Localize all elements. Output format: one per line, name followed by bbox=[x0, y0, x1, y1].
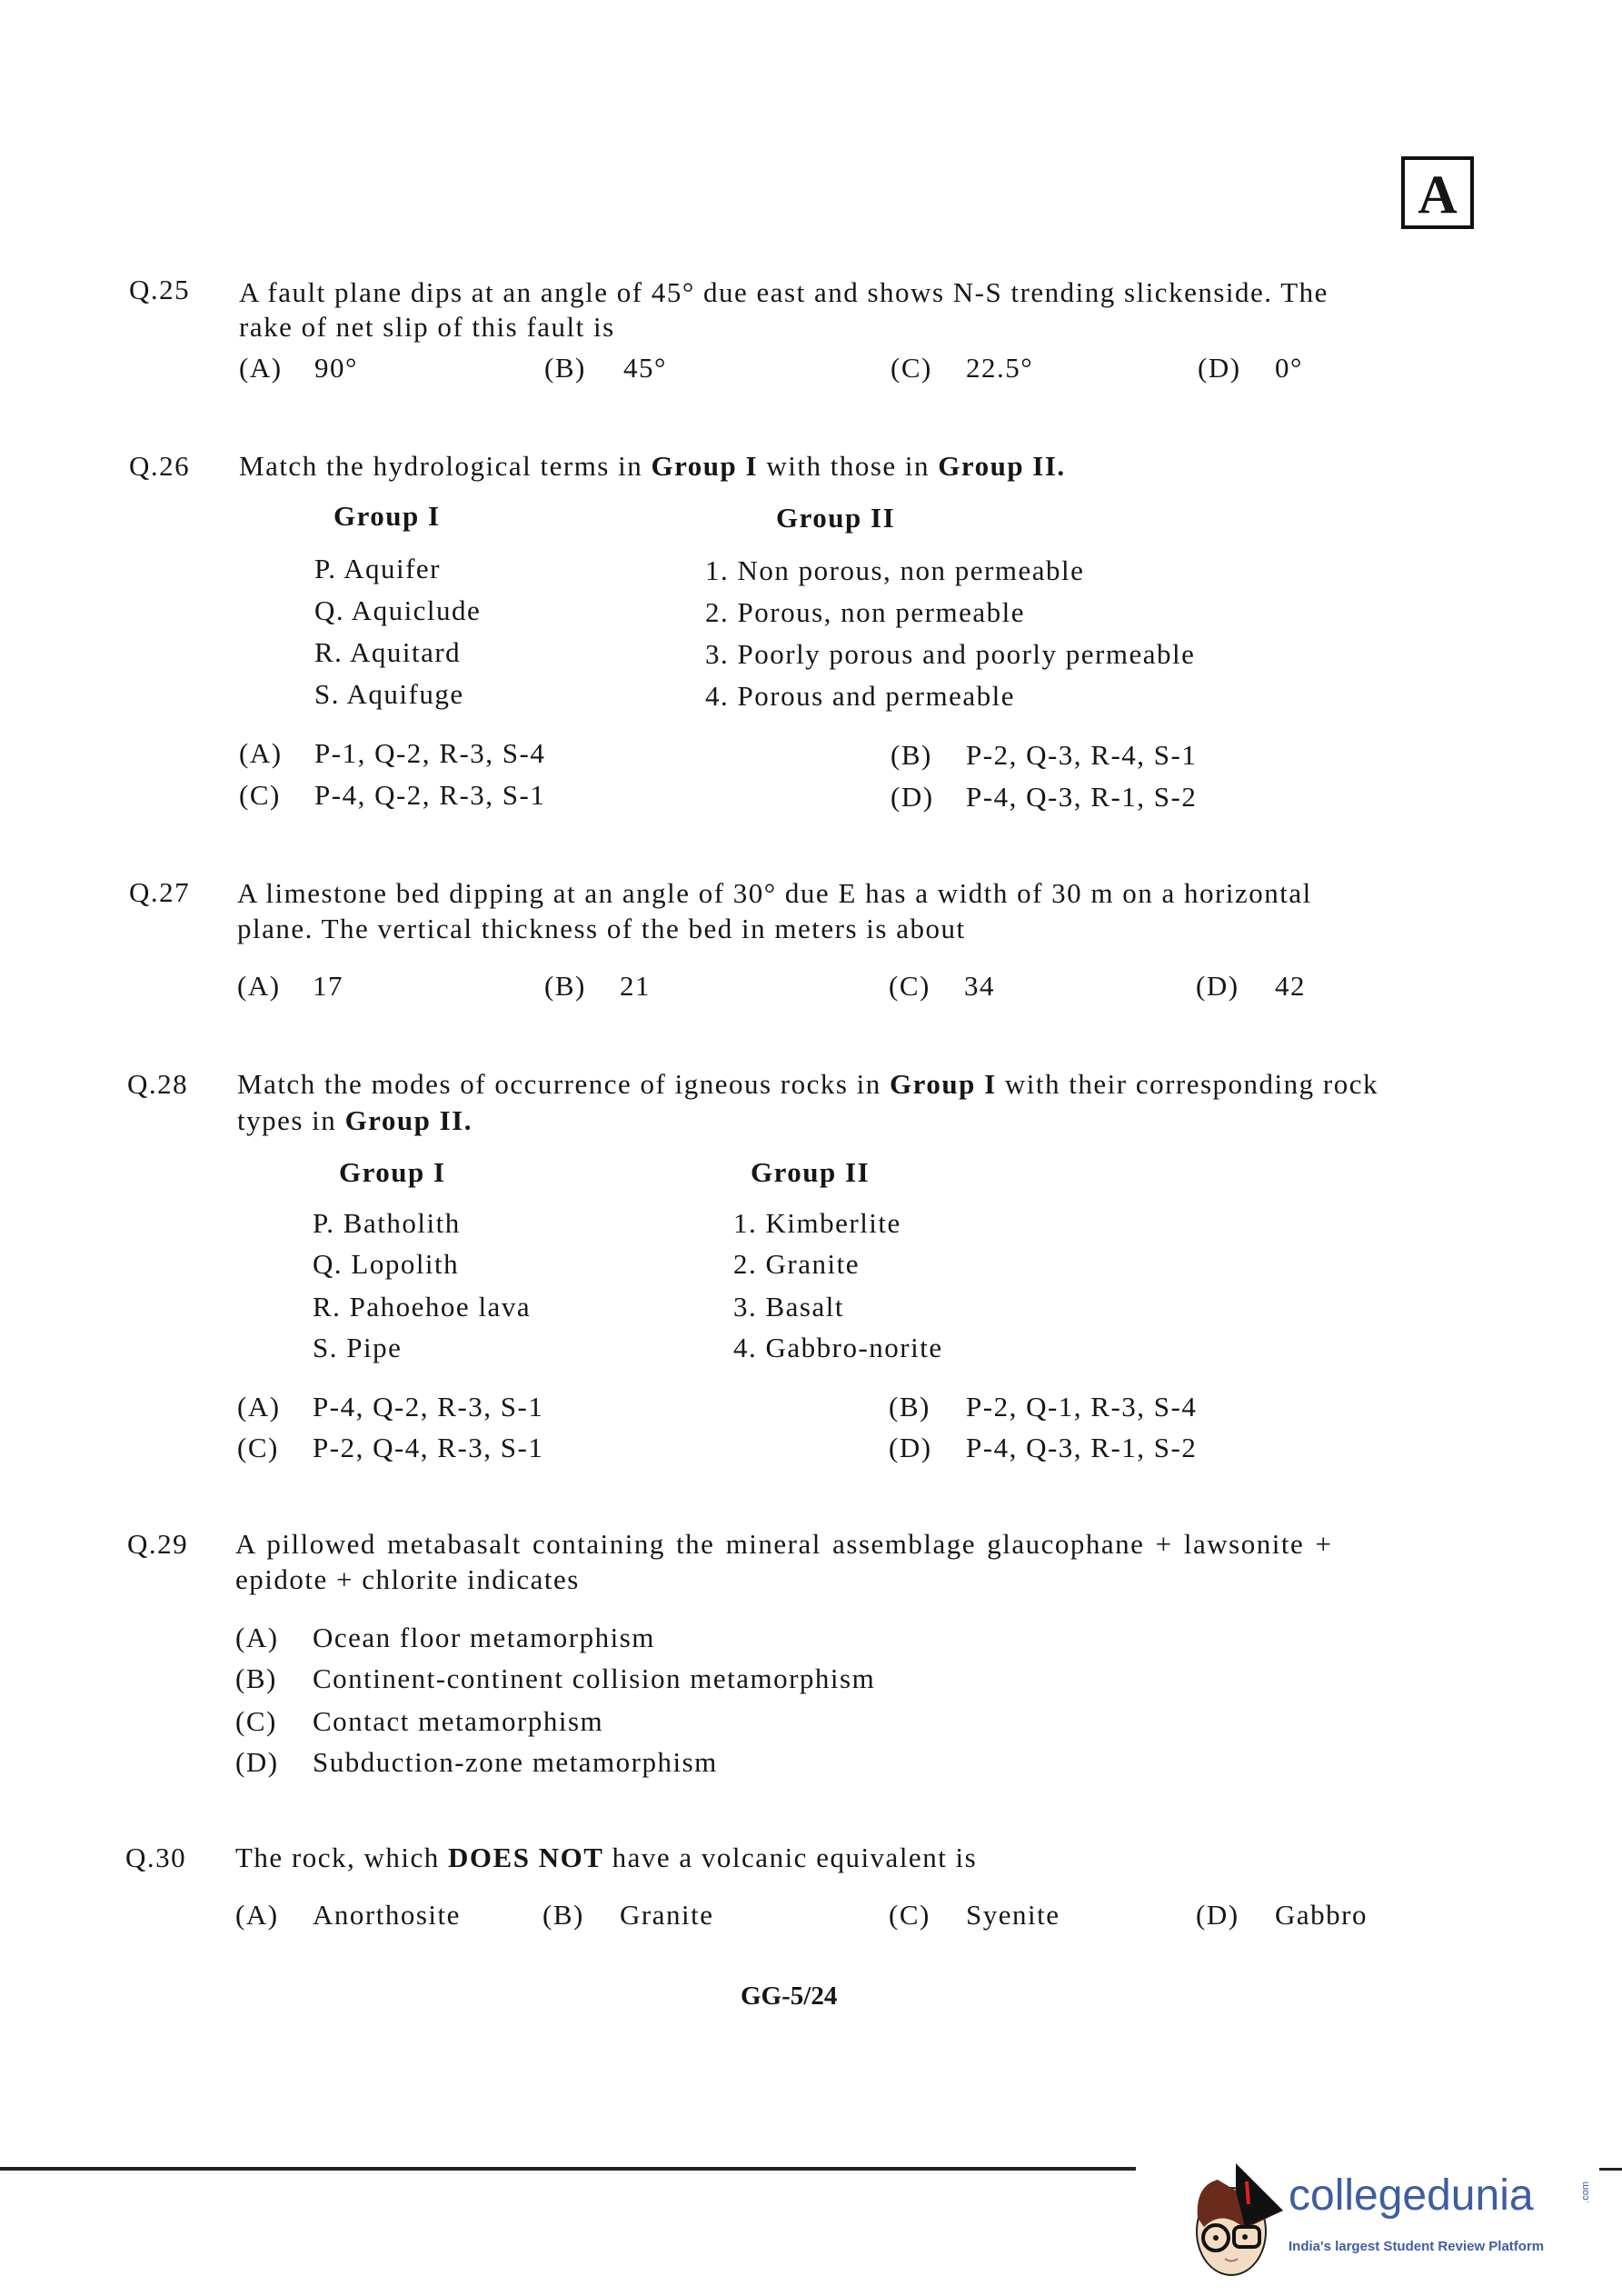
set-code-box: A bbox=[1401, 156, 1474, 229]
question-number: Q.30 bbox=[125, 1842, 187, 1873]
text: with those in bbox=[758, 450, 939, 482]
option-label: (A) bbox=[237, 1391, 281, 1423]
option-c: P-4, Q-2, R-3, S-1 bbox=[314, 779, 546, 811]
option-c: Syenite bbox=[966, 1899, 1060, 1931]
option-label: (B) bbox=[544, 970, 586, 1002]
option-b: 21 bbox=[620, 970, 651, 1002]
question-text bbox=[239, 452, 1066, 480]
option-label: (A) bbox=[237, 970, 281, 1002]
footer-divider bbox=[0, 2167, 1136, 2171]
group2-item: 1. Non porous, non permeable bbox=[705, 554, 1085, 586]
option-label: (C) bbox=[239, 779, 281, 811]
group1-item: Q. Aquiclude bbox=[314, 594, 482, 626]
question-number: Q.28 bbox=[127, 1068, 189, 1100]
group1-item: S. Pipe bbox=[313, 1332, 403, 1363]
option-label: (B) bbox=[542, 1899, 584, 1931]
text: have a volcanic equivalent is bbox=[603, 1842, 978, 1873]
group1-item: P. Aquifer bbox=[314, 553, 441, 584]
option-label: (C) bbox=[889, 1899, 930, 1931]
logo-brand-text: collegedunia bbox=[1289, 2171, 1534, 2220]
text: with their corresponding rock bbox=[996, 1068, 1379, 1100]
group2-item: 2. Porous, non permeable bbox=[705, 596, 1025, 628]
text: Match the modes of occurrence of igneous rocks in bbox=[237, 1068, 891, 1100]
text-bold: Group I bbox=[890, 1068, 997, 1100]
option-label: (D) bbox=[1196, 970, 1239, 1002]
group2-header: Group II bbox=[751, 1156, 871, 1188]
question-text: A fault plane dips at an angle of 45° due east and shows N-S trending slickenside. The bbox=[239, 276, 1328, 308]
question-text: epidote + chlorite indicates bbox=[235, 1563, 580, 1595]
question-text: plane. The vertical thickness of the bed in meters is about bbox=[237, 913, 966, 944]
question-text: A limestone bed dipping at an angle of 30° due E has a width of 30 m on a horizontal bbox=[237, 877, 1312, 909]
option-label: (C) bbox=[237, 1432, 279, 1463]
option-d: P-4, Q-3, R-1, S-2 bbox=[966, 781, 1198, 813]
collegedunia-logo bbox=[1181, 2154, 1608, 2281]
option-label: (A) bbox=[239, 737, 283, 769]
option-a: Ocean floor metamorphism bbox=[313, 1622, 655, 1653]
logo-tagline: India's largest Student Review Platform bbox=[1289, 2239, 1545, 2254]
question-number: Q.27 bbox=[129, 876, 191, 908]
group2-item: 4. Gabbro-norite bbox=[733, 1332, 943, 1363]
question-text bbox=[235, 1843, 977, 1872]
option-label: (D) bbox=[1196, 1899, 1239, 1931]
question-text bbox=[237, 1070, 1378, 1098]
question-text: rake of net slip of this fault is bbox=[239, 311, 615, 343]
text: types in bbox=[237, 1104, 345, 1136]
text-bold: Group II. bbox=[344, 1104, 473, 1136]
question-text: A pillowed metabasalt containing the mineral assemblage glaucophane + lawsonite + bbox=[235, 1528, 1333, 1560]
option-c: Contact metamorphism bbox=[313, 1705, 604, 1737]
text: The rock, which bbox=[235, 1842, 449, 1873]
option-label: (D) bbox=[1198, 352, 1241, 384]
option-label: (A) bbox=[235, 1899, 279, 1931]
option-label: (D) bbox=[889, 1432, 932, 1463]
group2-item: 3. Basalt bbox=[733, 1291, 844, 1323]
group1-item: P. Batholith bbox=[313, 1207, 461, 1239]
option-b: Granite bbox=[620, 1899, 714, 1931]
option-a: Anorthosite bbox=[313, 1899, 461, 1931]
option-d: 42 bbox=[1275, 970, 1306, 1002]
option-label: (C) bbox=[891, 352, 932, 384]
option-label: (D) bbox=[891, 781, 934, 813]
text-bold: Group II. bbox=[938, 450, 1066, 482]
group1-item: Q. Lopolith bbox=[313, 1248, 460, 1280]
option-label: (B) bbox=[544, 352, 586, 384]
group2-item: 3. Poorly porous and poorly permeable bbox=[705, 638, 1196, 670]
option-a: P-1, Q-2, R-3, S-4 bbox=[314, 737, 546, 769]
text-bold: Group I bbox=[651, 450, 759, 482]
text: Match the hydrological terms in bbox=[239, 450, 652, 482]
page-footer-code: GG-5/24 bbox=[741, 1982, 838, 2011]
option-b: Continent-continent collision metamorphism bbox=[313, 1662, 876, 1694]
group2-item: 4. Porous and permeable bbox=[705, 680, 1015, 712]
option-b: 45° bbox=[623, 352, 667, 384]
option-label: (C) bbox=[235, 1705, 277, 1737]
option-d: P-4, Q-3, R-1, S-2 bbox=[966, 1432, 1198, 1463]
option-b: P-2, Q-1, R-3, S-4 bbox=[966, 1391, 1198, 1423]
option-label: (B) bbox=[235, 1662, 277, 1694]
group1-item: R. Aquitard bbox=[314, 636, 462, 668]
option-b: P-2, Q-3, R-4, S-1 bbox=[966, 739, 1198, 771]
option-c: 34 bbox=[964, 970, 995, 1002]
option-a: P-4, Q-2, R-3, S-1 bbox=[313, 1391, 544, 1423]
question-number: Q.29 bbox=[127, 1528, 189, 1560]
question-number: Q.25 bbox=[129, 274, 191, 305]
student-mascot-icon bbox=[1181, 2154, 1290, 2281]
option-label: (A) bbox=[235, 1622, 279, 1653]
option-d: 0° bbox=[1275, 352, 1303, 384]
option-a: 17 bbox=[313, 970, 343, 1002]
option-c: 22.5° bbox=[966, 352, 1034, 384]
group2-header: Group II bbox=[776, 502, 896, 534]
option-d: Gabbro bbox=[1275, 1899, 1368, 1931]
option-a: 90° bbox=[314, 352, 358, 384]
group2-item: 2. Granite bbox=[733, 1248, 860, 1280]
option-c: P-2, Q-4, R-3, S-1 bbox=[313, 1432, 544, 1463]
logo-suffix: .com bbox=[1580, 2181, 1591, 2203]
text-bold: DOES NOT bbox=[448, 1842, 604, 1873]
option-label: (A) bbox=[239, 352, 283, 384]
option-label: (C) bbox=[889, 970, 930, 1002]
option-label: (B) bbox=[889, 1391, 930, 1423]
question-text bbox=[237, 1106, 473, 1134]
option-label: (D) bbox=[235, 1746, 279, 1778]
option-label: (B) bbox=[891, 739, 932, 771]
group1-header: Group I bbox=[333, 500, 441, 532]
group1-header: Group I bbox=[339, 1156, 446, 1188]
group1-item: S. Aquifuge bbox=[314, 678, 464, 710]
group1-item: R. Pahoehoe lava bbox=[313, 1291, 532, 1323]
group2-item: 1. Kimberlite bbox=[733, 1207, 901, 1239]
option-d: Subduction-zone metamorphism bbox=[313, 1746, 718, 1778]
question-number: Q.26 bbox=[129, 450, 191, 482]
